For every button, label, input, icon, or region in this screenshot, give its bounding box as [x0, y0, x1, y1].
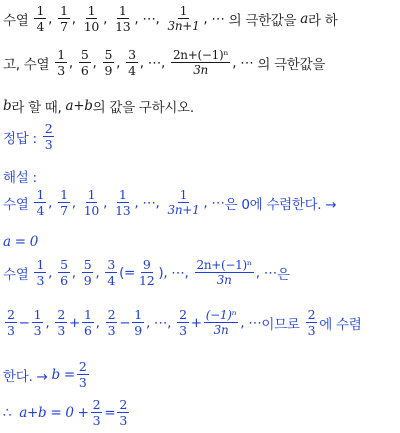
solution-label: 해설 : — [3, 170, 37, 186]
text: 은 — [276, 266, 290, 283]
fraction: $\frac{3}{4}$ — [128, 47, 136, 79]
fraction: $\frac{5}{9}$ — [104, 47, 113, 79]
fraction: $\frac{1}{3}$ — [57, 47, 65, 79]
fraction: $\frac{2}{3}$ — [107, 307, 116, 339]
fraction: $\frac{\text{2n+(−1)ⁿ}}{3n}$ — [172, 47, 229, 78]
fraction: $\frac{2}{3}$ — [7, 307, 15, 339]
text: 에 수렴 — [319, 316, 362, 333]
fraction: $\frac{2}{3}$ — [179, 307, 187, 339]
fraction: $\frac{9}{12}$ — [139, 257, 155, 289]
fraction: $\frac{\text{2n+(−1)ⁿ}}{3n}$ — [196, 257, 252, 288]
var-a: a — [300, 10, 309, 27]
fraction: $\frac{2}{3}$ — [57, 307, 65, 339]
solution-line-5: ∴ a+b = 0 + $\frac{2}{3}$ = $\frac{2}{3}$ — [3, 397, 127, 429]
solution-line-4 — [3, 360, 91, 389]
fraction: $\frac{1}{7}$ — [60, 3, 68, 35]
text: 이므로 — [261, 316, 300, 333]
solution-label-line — [3, 166, 37, 186]
fraction: $\frac{1}{4}$ — [36, 3, 45, 35]
text: 수열 — [3, 196, 29, 213]
text: 은 0에 수렴한다. → — [224, 196, 337, 213]
expression: a+b — [65, 98, 93, 114]
fraction: $\frac{1}{10}$ — [83, 187, 100, 219]
fraction: $\frac{1}{13}$ — [115, 3, 131, 35]
problem-line-3 — [3, 96, 194, 116]
fraction: $\frac{2}{3}$ — [119, 397, 127, 429]
fraction: $\frac{1}{6}$ — [83, 307, 92, 339]
text: 의 극한값을 — [257, 56, 326, 73]
fraction: $\frac{2}{3}$ — [92, 397, 101, 429]
fraction: $\frac{2}{3}$ — [307, 307, 316, 339]
text: 수열 — [3, 266, 29, 283]
expression: a = 0 — [3, 234, 39, 250]
fraction: $\frac{5}{6}$ — [60, 257, 68, 289]
problem-line-1: 수열 $\frac{1}{4}$ , $\frac{1}{7}$ , $\frac{1}{10}$ , $\frac{1}{13}$ , ⋯, $\frac{1}{3n+1}$ , ⋯ 의 극한값을 a 라 하 — [3, 3, 338, 35]
fraction: $\frac{5}{6}$ — [80, 47, 89, 79]
fraction: $\frac{3}{4}$ — [107, 257, 116, 289]
fraction: $\frac{5}{9}$ — [83, 257, 92, 289]
text: 수열 — [3, 12, 29, 29]
var-b: b — [3, 98, 12, 114]
text: 라 하 — [308, 12, 338, 29]
fraction: $\frac{1}{3n+1}$ — [167, 187, 200, 218]
fraction: $\frac{1}{3}$ — [33, 307, 42, 339]
fraction: $\frac{1}{3}$ — [36, 257, 45, 289]
answer-line — [3, 122, 56, 151]
text: 고, 수열 — [3, 56, 50, 73]
solution-line-1: 수열 $\frac{1}{4}$ , $\frac{1}{7}$ , $\frac{1}{10}$ , $\frac{1}{13}$ , ⋯, $\frac{1}{3n+1}$ , ⋯ 은 0에 수렴한다. → — [3, 187, 337, 219]
text: 의 값을 구하시오. — [92, 100, 194, 116]
text: 라 할 때, — [11, 100, 62, 116]
fraction: $\frac{\text{(−1)ⁿ}}{3n}$ — [205, 307, 237, 338]
text: 의 극한값을 — [228, 12, 297, 29]
expression: a+b = 0 + — [19, 404, 89, 421]
answer-fraction: $\frac{2}{3}$ — [44, 121, 53, 153]
fraction: $\frac{1}{10}$ — [83, 3, 100, 35]
fraction: $\frac{1}{4}$ — [36, 187, 45, 219]
solution-line-3: $\frac{2}{3}$ − $\frac{1}{3}$ , $\frac{2}{3}$ + $\frac{1}{6}$ , $\frac{2}{3}$ − $\frac{1}{9}$ , ⋯, $\frac{2}{3}$ + $\frac{\text{(−1)ⁿ}}{3n}$ , ⋯ 이므로 $\frac{2}{3}$ 에 수렴 — [7, 307, 362, 339]
solution-a-result — [3, 234, 38, 250]
fraction: $\frac{1}{13}$ — [115, 187, 131, 219]
fraction: $\frac{1}{9}$ — [134, 307, 142, 339]
therefore-symbol: ∴ — [3, 404, 12, 421]
fraction: $\frac{1}{7}$ — [60, 187, 68, 219]
fraction: $\frac{1}{3n+1}$ — [167, 3, 200, 34]
expression: b = — [51, 366, 75, 383]
problem-line-2: 고, 수열 $\frac{1}{3}$ , $\frac{5}{6}$ , $\frac{5}{9}$ , $\frac{3}{4}$ , ⋯, $\frac{\text{2n+(−1)ⁿ}}{3n}$ , ⋯ 의 극한값을 — [3, 47, 326, 79]
text: 한다. → — [3, 368, 48, 385]
fraction: $\frac{2}{3}$ — [78, 359, 87, 391]
solution-line-2: 수열 $\frac{1}{3}$ , $\frac{5}{6}$ , $\frac{5}{9}$ , $\frac{3}{4}$ (= $\frac{9}{12}$ ), ⋯, $\frac{\text{2n+(−1)ⁿ}}{3n}$ , ⋯ 은 — [3, 257, 290, 289]
answer-label: 정답 : — [3, 130, 37, 147]
